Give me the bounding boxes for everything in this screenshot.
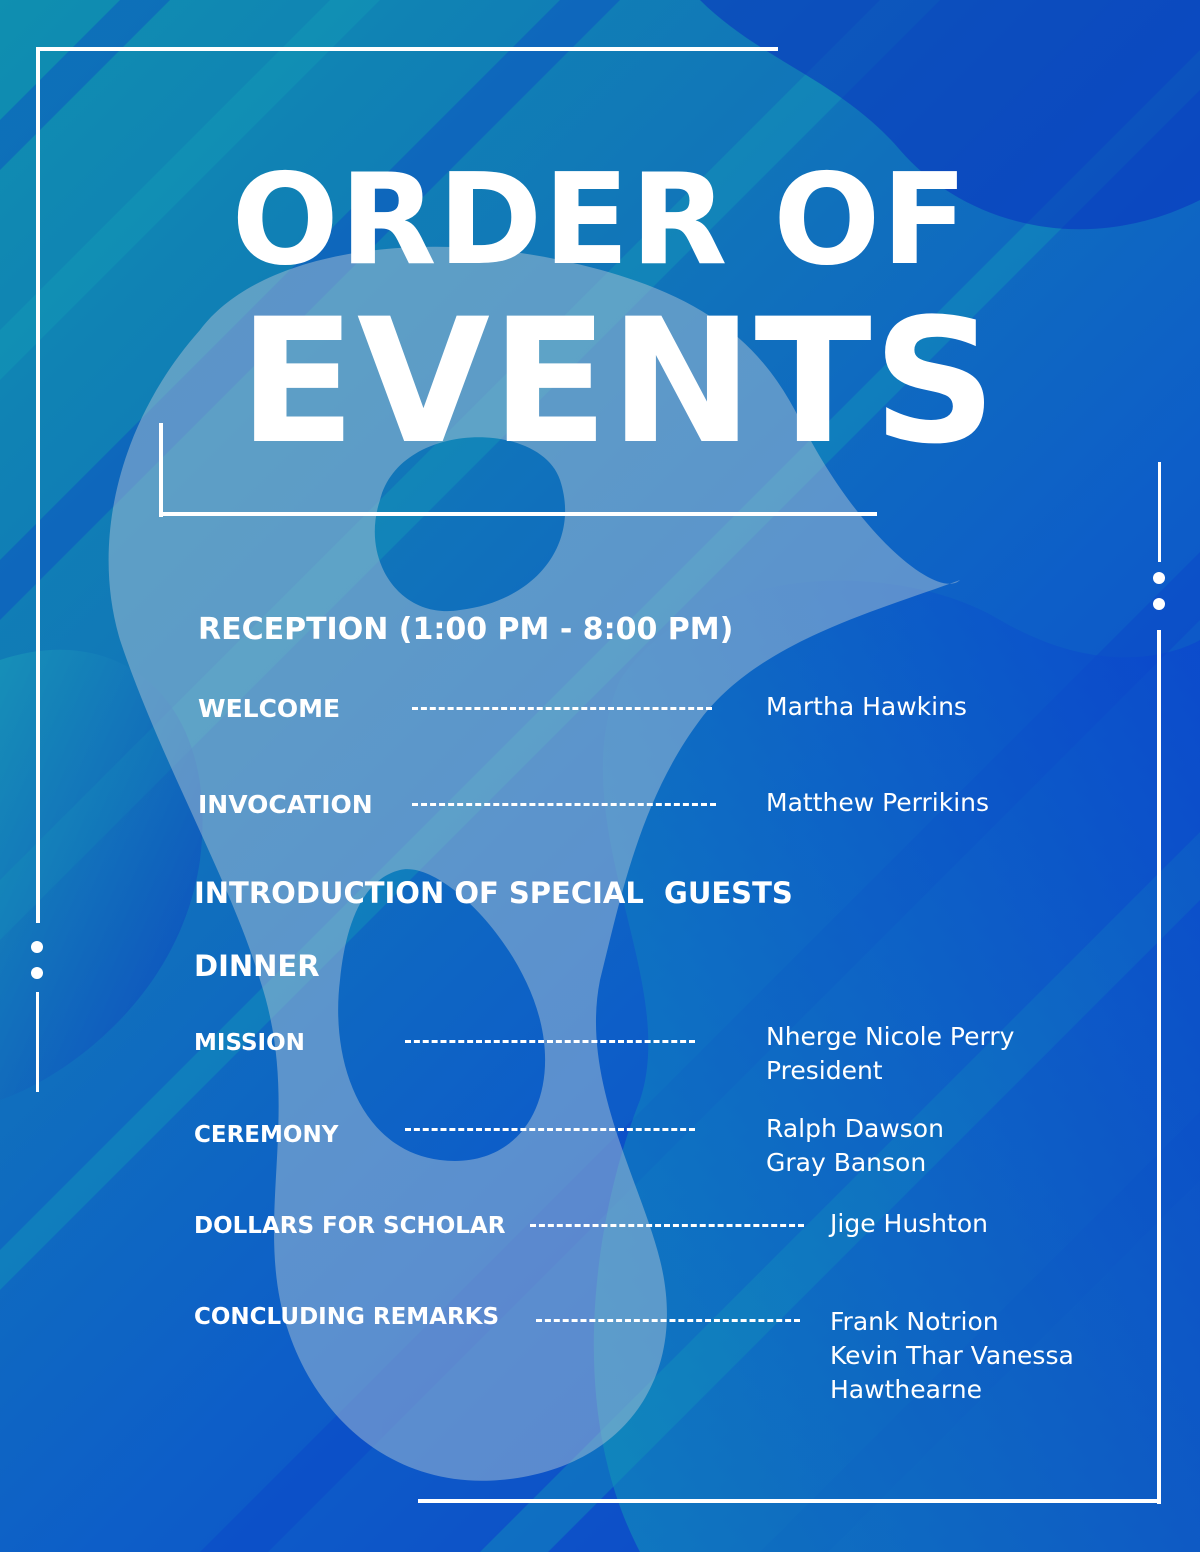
- presenter-name: Hawthearne: [830, 1375, 982, 1404]
- event-label-introduction: INTRODUCTION OF SPECIAL GUESTS: [194, 876, 793, 910]
- frame-top-line: [36, 47, 778, 51]
- presenter-name: Matthew Perrikins: [766, 788, 990, 817]
- dashed-leader: [412, 707, 712, 710]
- event-label-concluding-remarks: CONCLUDING REMARKS: [194, 1304, 500, 1330]
- presenter-invocation: [766, 786, 989, 820]
- presenter-name: Gray Banson: [766, 1148, 927, 1177]
- frame-left-dot: [31, 941, 43, 953]
- presenter-mission: [766, 1020, 1014, 1088]
- event-label-dinner: DINNER: [194, 949, 320, 983]
- frame-right-line: [1157, 630, 1161, 1504]
- presenter-name: Martha Hawkins: [766, 692, 967, 721]
- event-label-invocation: INVOCATION: [198, 790, 373, 819]
- frame-left-tail-line: [36, 992, 39, 1092]
- dashed-leader: [412, 803, 716, 806]
- dashed-leader: [530, 1224, 804, 1227]
- event-label-ceremony: CEREMONY: [194, 1122, 339, 1148]
- title-line-2: EVENTS: [238, 281, 998, 482]
- event-label-dollars-for-scholar: DOLLARS FOR SCHOLAR: [194, 1213, 506, 1239]
- presenter-name: Frank Notrion: [830, 1307, 999, 1336]
- frame-right-line: [1158, 462, 1161, 562]
- presenter-dollars-for-scholar: [830, 1207, 988, 1241]
- presenter-ceremony: [766, 1112, 944, 1180]
- dashed-leader: [405, 1040, 695, 1043]
- reception-heading: RECEPTION (1:00 PM - 8:00 PM): [198, 612, 734, 647]
- presenter-name: Kevin Thar Vanessa: [830, 1341, 1074, 1370]
- frame-left-dot: [31, 967, 43, 979]
- dashed-leader: [405, 1128, 695, 1131]
- title-line-1: ORDER OF: [231, 146, 969, 293]
- frame-right-dot: [1153, 572, 1165, 584]
- presenter-concluding-remarks: [830, 1305, 1074, 1407]
- frame-right-dot: [1153, 598, 1165, 610]
- title-underline-horizontal: [159, 512, 877, 516]
- event-label-welcome: WELCOME: [198, 694, 341, 723]
- event-label-mission: MISSION: [194, 1030, 305, 1056]
- presenter-name: Ralph Dawson: [766, 1114, 944, 1143]
- dashed-leader: [536, 1319, 800, 1322]
- presenter-name: Nherge Nicole Perry: [766, 1022, 1015, 1051]
- presenter-name: Jige Hushton: [830, 1209, 988, 1238]
- presenter-title: President: [766, 1056, 883, 1085]
- presenter-welcome: [766, 690, 967, 724]
- frame-bottom-line: [418, 1499, 1161, 1503]
